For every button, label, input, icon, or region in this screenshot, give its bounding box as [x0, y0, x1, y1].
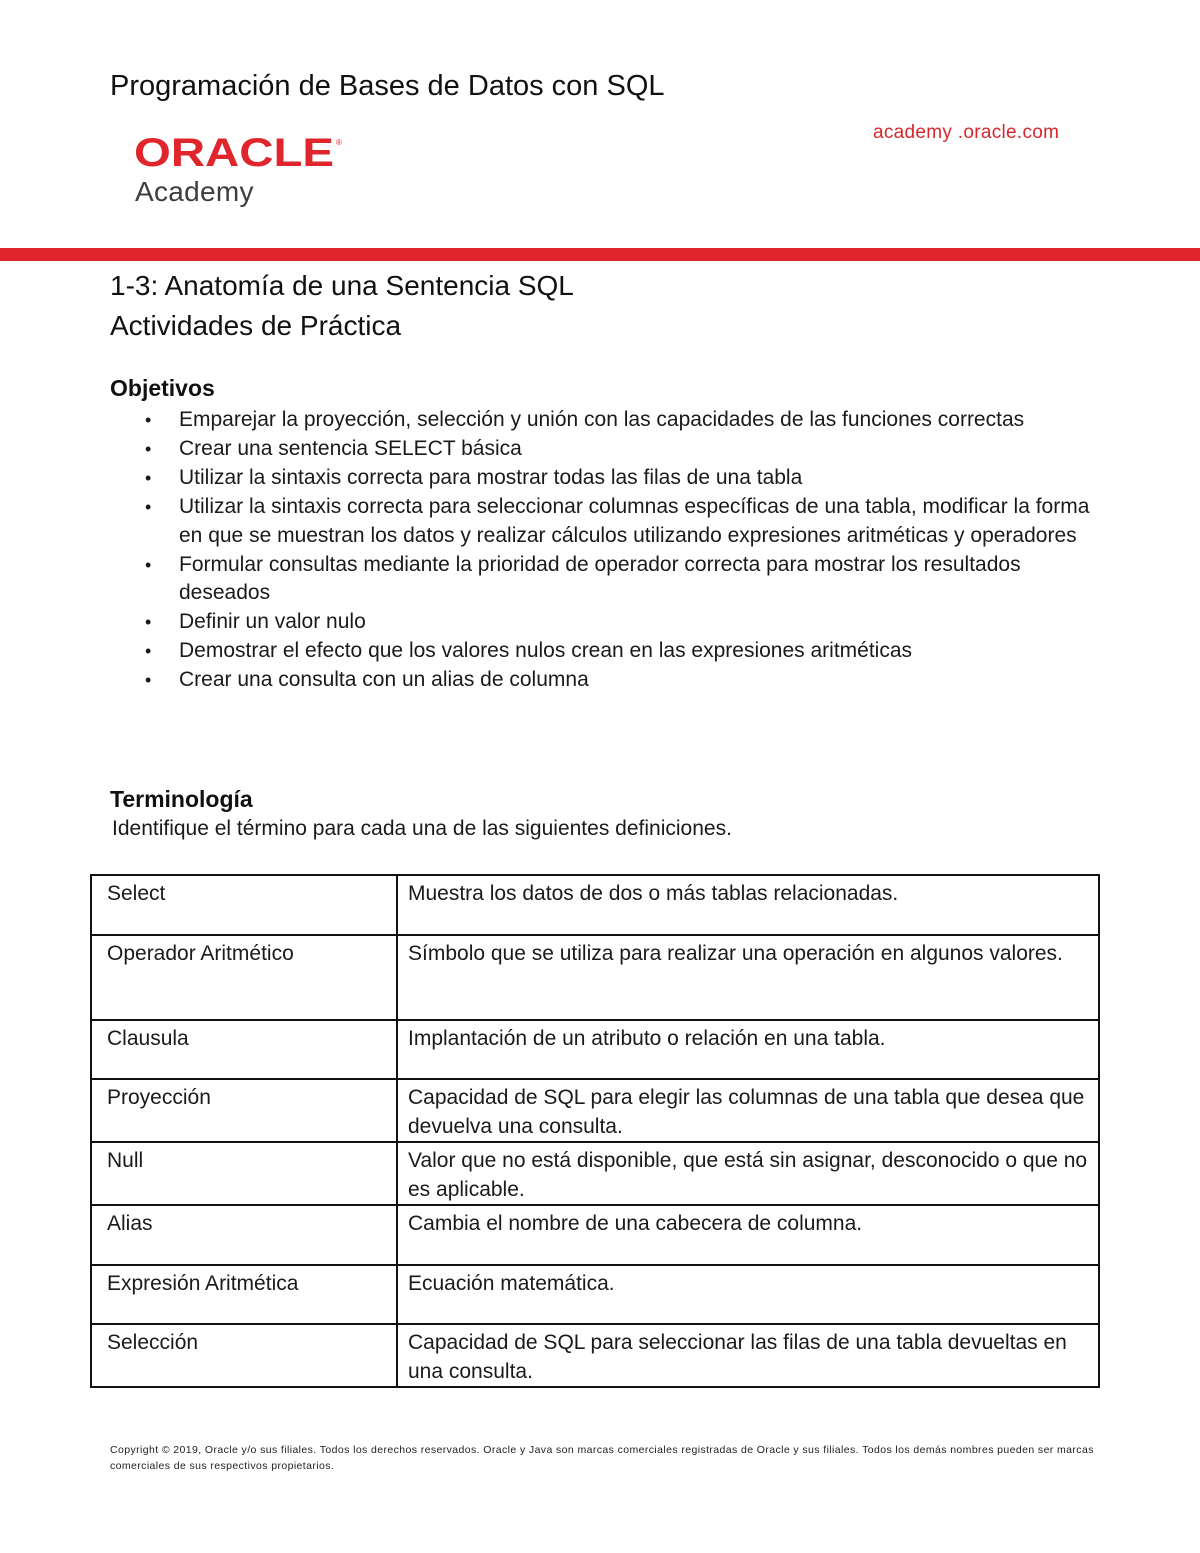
definition-cell: Ecuación matemática. [397, 1265, 1099, 1324]
definition-cell: Implantación de un atributo o relación en una tabla. [397, 1020, 1099, 1079]
table-row [91, 935, 1099, 1020]
objectives-list [0, 406, 1100, 695]
document-title [110, 266, 574, 346]
site-url: academy .oracle.com [873, 122, 1060, 143]
table-row [91, 1142, 1099, 1205]
definition-cell: Símbolo que se utiliza para realizar una operación en algunos valores. [397, 935, 1099, 1020]
term-cell: Proyección [91, 1079, 397, 1142]
list-item: • Utilizar la sintaxis correcta para seleccionar columnas específicas de una tabla, modificar la forma en que se muestran los datos y realizar cálculos utilizando expresiones aritméticas y operadores [145, 495, 1090, 547]
course-title: Programación de Bases de Datos con SQL [110, 70, 665, 102]
table-row [91, 1205, 1099, 1265]
list-item: • Formular consultas mediante la prioridad de operador correcta para mostrar los resultados deseados [145, 552, 1021, 604]
oracle-logo-wordmark: ORACLE [134, 133, 334, 171]
table-row [91, 875, 1099, 935]
terminology-table [90, 874, 1100, 1388]
list-item: • Crear una sentencia SELECT básica [145, 437, 522, 460]
objectives-heading: Objetivos [110, 375, 215, 401]
terminology-instructions: Identifique el término para cada una de las siguientes definiciones. [112, 817, 732, 840]
document-subtitle: Actividades de Práctica [110, 310, 402, 341]
list-item: • Utilizar la sintaxis correcta para mostrar todas las filas de una tabla [145, 466, 803, 489]
term-cell: Operador Aritmético [91, 935, 397, 1020]
definition-cell: Muestra los datos de dos o más tablas relacionadas. [397, 875, 1099, 935]
copyright-notice: Copyright © 2019, Oracle y/o sus filiales. Todos los derechos reservados. Oracle y Java son marcas comerciales registradas de Oracle y sus filiales. Todos los demás nombres pueden ser marcas comerciales de sus respectivos propietarios. [110, 1444, 1094, 1472]
svg-text:®: ® [336, 138, 342, 147]
list-item: • Demostrar el efecto que los valores nulos crean en las expresiones aritméticas [145, 639, 913, 662]
definition-cell: Cambia el nombre de una cabecera de columna. [397, 1205, 1099, 1265]
table-row [91, 1265, 1099, 1324]
document-title-line1: 1-3: Anatomía de una Sentencia SQL [110, 270, 574, 301]
list-item: • Emparejar la proyección, selección y unión con las capacidades de las funciones correctas [145, 408, 1025, 431]
term-cell: Clausula [91, 1020, 397, 1079]
table-row [91, 1324, 1099, 1387]
list-item: • Crear una consulta con un alias de columna [145, 668, 589, 691]
oracle-logo [134, 133, 344, 171]
definition-cell: Valor que no está disponible, que está sin asignar, desconocido o que no es aplicable. [397, 1142, 1099, 1205]
table-row [91, 1079, 1099, 1142]
definition-cell: Capacidad de SQL para elegir las columnas de una tabla que desea que devuelva una consulta. [397, 1079, 1099, 1142]
term-cell: Expresión Aritmética [91, 1265, 397, 1324]
academy-logo-text: Academy [135, 176, 254, 207]
term-cell: Null [91, 1142, 397, 1205]
term-cell: Select [91, 875, 397, 935]
list-item: • Definir un valor nulo [145, 610, 366, 633]
terminology-heading: Terminología [110, 786, 253, 812]
definition-cell: Capacidad de SQL para seleccionar las filas de una tabla devueltas en una consulta. [397, 1324, 1099, 1387]
header-divider-bar [0, 248, 1200, 261]
table-row [91, 1020, 1099, 1079]
term-cell: Alias [91, 1205, 397, 1265]
term-cell: Selección [91, 1324, 397, 1387]
